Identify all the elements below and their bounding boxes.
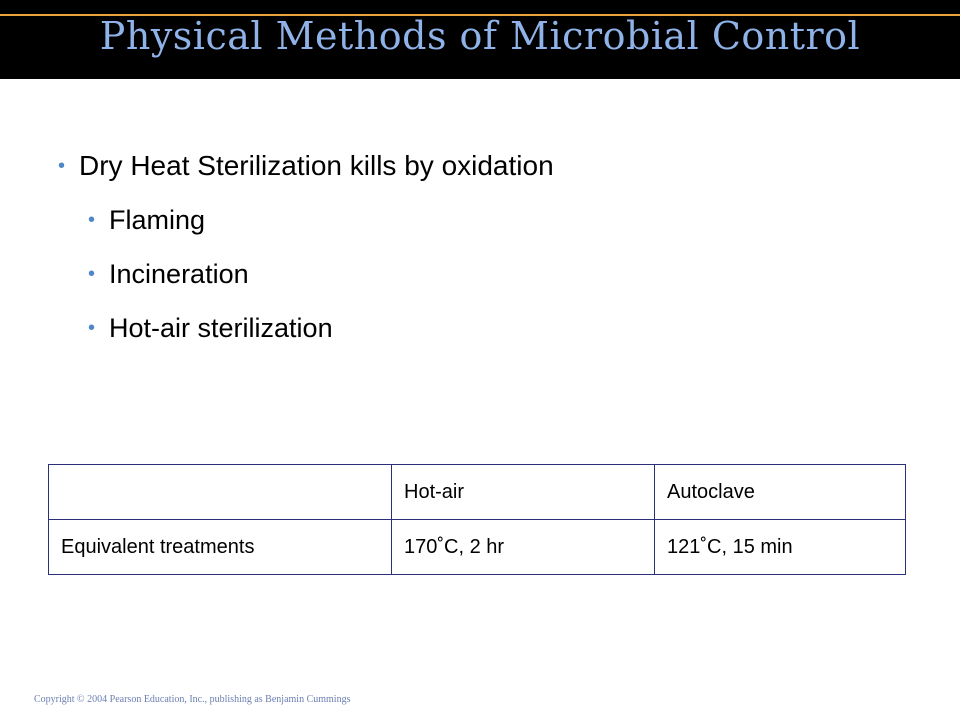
bullet-text: Dry Heat Sterilization kills by oxidation xyxy=(79,150,554,181)
bullet-dot-icon: • xyxy=(58,154,66,177)
bullet-dot-icon: • xyxy=(88,263,96,285)
bullet-text: Flaming xyxy=(109,205,206,235)
table-header-cell: Hot-air xyxy=(392,465,655,520)
bullet-text: Incineration xyxy=(109,259,249,289)
table-cell: 121˚C, 15 min xyxy=(655,520,906,575)
bullet-item xyxy=(88,313,333,344)
bullet-item xyxy=(88,205,205,236)
bullet-text: Hot-air sterilization xyxy=(109,313,333,343)
bullet-dot-icon: • xyxy=(88,209,96,231)
slide-title: Physical Methods of Microbial Control xyxy=(99,14,861,58)
copyright-footer: Copyright © 2004 Pearson Education, Inc., publishing as Benjamin Cummings xyxy=(34,694,351,705)
bullet-item xyxy=(88,259,249,290)
table-header-row xyxy=(49,465,906,520)
table-row xyxy=(49,520,906,575)
table-header-cell xyxy=(49,465,392,520)
table-cell: Equivalent treatments xyxy=(49,520,392,575)
table-header-cell: Autoclave xyxy=(655,465,906,520)
bullet-dot-icon: • xyxy=(88,317,96,339)
treatment-table xyxy=(48,464,906,575)
table-cell: 170˚C, 2 hr xyxy=(392,520,655,575)
bullet-item xyxy=(58,150,554,182)
